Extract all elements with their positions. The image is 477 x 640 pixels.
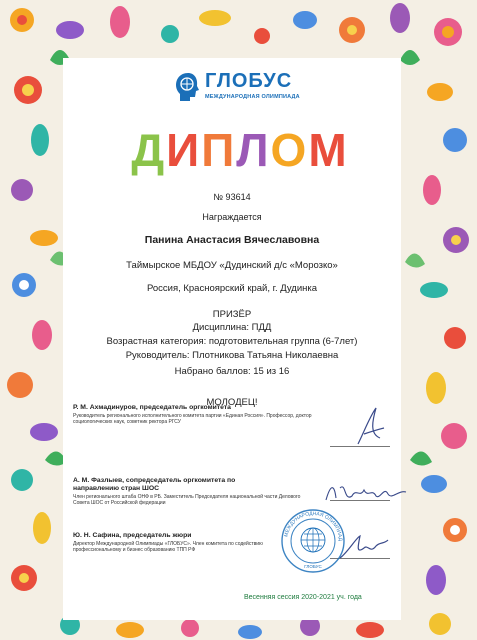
awarded-label: Награждается (202, 212, 262, 222)
bravo-text: МОЛОДЕЦ! (206, 397, 258, 408)
signatory-name: Р. М. Ахмадинуров, председатель оргкомитета (73, 404, 231, 411)
globus-logo (175, 72, 305, 108)
signatory-name: Ю. Н. Сафина, председатель жюри (73, 532, 192, 539)
location: Россия, Красноярский край, г. Дудинка (146, 283, 318, 294)
score: Набрано баллов: 15 из 16 (174, 366, 290, 377)
recipient-name: Панина Анастасия Вячеславовна (144, 234, 320, 246)
svg-text:МЕЖДУНАРОДНАЯ ОЛИМПИАДА: МЕЖДУНАРОДНАЯ ОЛИМПИАД (283, 510, 344, 542)
organization: Таймырское МБДОУ «Дудинский д/с «Морозко» (126, 260, 338, 271)
supervisor: Руководитель: Плотникова Татьяна Николаевна (125, 350, 339, 361)
handwritten-signature (322, 478, 412, 506)
diploma-number: № 93614 (213, 192, 251, 202)
signature-block-cochairman (73, 477, 301, 507)
svg-text:ГЛОБУС: ГЛОБУС (304, 564, 322, 569)
olympiad-seal (280, 508, 346, 574)
diploma-title (131, 118, 349, 180)
title-letter: О (270, 124, 309, 176)
title-letter: П (201, 124, 237, 176)
signatory-description: Директор Международной Олимпиады «ГЛОБУС». Член комитета по содействию профессиональному и бизнес образованию ТПП РФ (73, 541, 263, 554)
signature-block-chairman (73, 404, 338, 426)
title-letter: И (166, 124, 202, 176)
age-category: Возрастная категория: подготовительная группа (6-7лет) (106, 336, 358, 347)
signatory-description: Член регионального штаба ОНФ в РБ. Заместитель Председателя национальной части Делового Совета ШОС от Российской федерации (73, 494, 301, 507)
head-globe-icon (175, 72, 201, 102)
logo-title: ГЛОБУС (205, 70, 293, 92)
session-label: Весенняя сессия 2020-2021 уч. года (244, 594, 362, 601)
title-letter: М (308, 124, 349, 176)
signatory-name: А. М. Фазлыев, сопредседатель оргкомитета по направлению стран ШОС (73, 477, 236, 492)
diploma-title-text (131, 124, 348, 176)
logo-subtitle: МЕЖДУНАРОДНАЯ ОЛИМПИАДА (205, 94, 300, 100)
discipline: Дисциплина: ПДД (192, 322, 272, 333)
signatory-description: Руководитель регионального исполнительного комитета партии «Единая Россия». Профессор, доктор социологических наук, советник ректора РГСУ (73, 413, 312, 426)
award-status: ПРИЗЁР (212, 309, 252, 320)
title-letter: Д (131, 124, 167, 176)
handwritten-signature (350, 404, 390, 448)
title-letter: Л (236, 124, 271, 176)
